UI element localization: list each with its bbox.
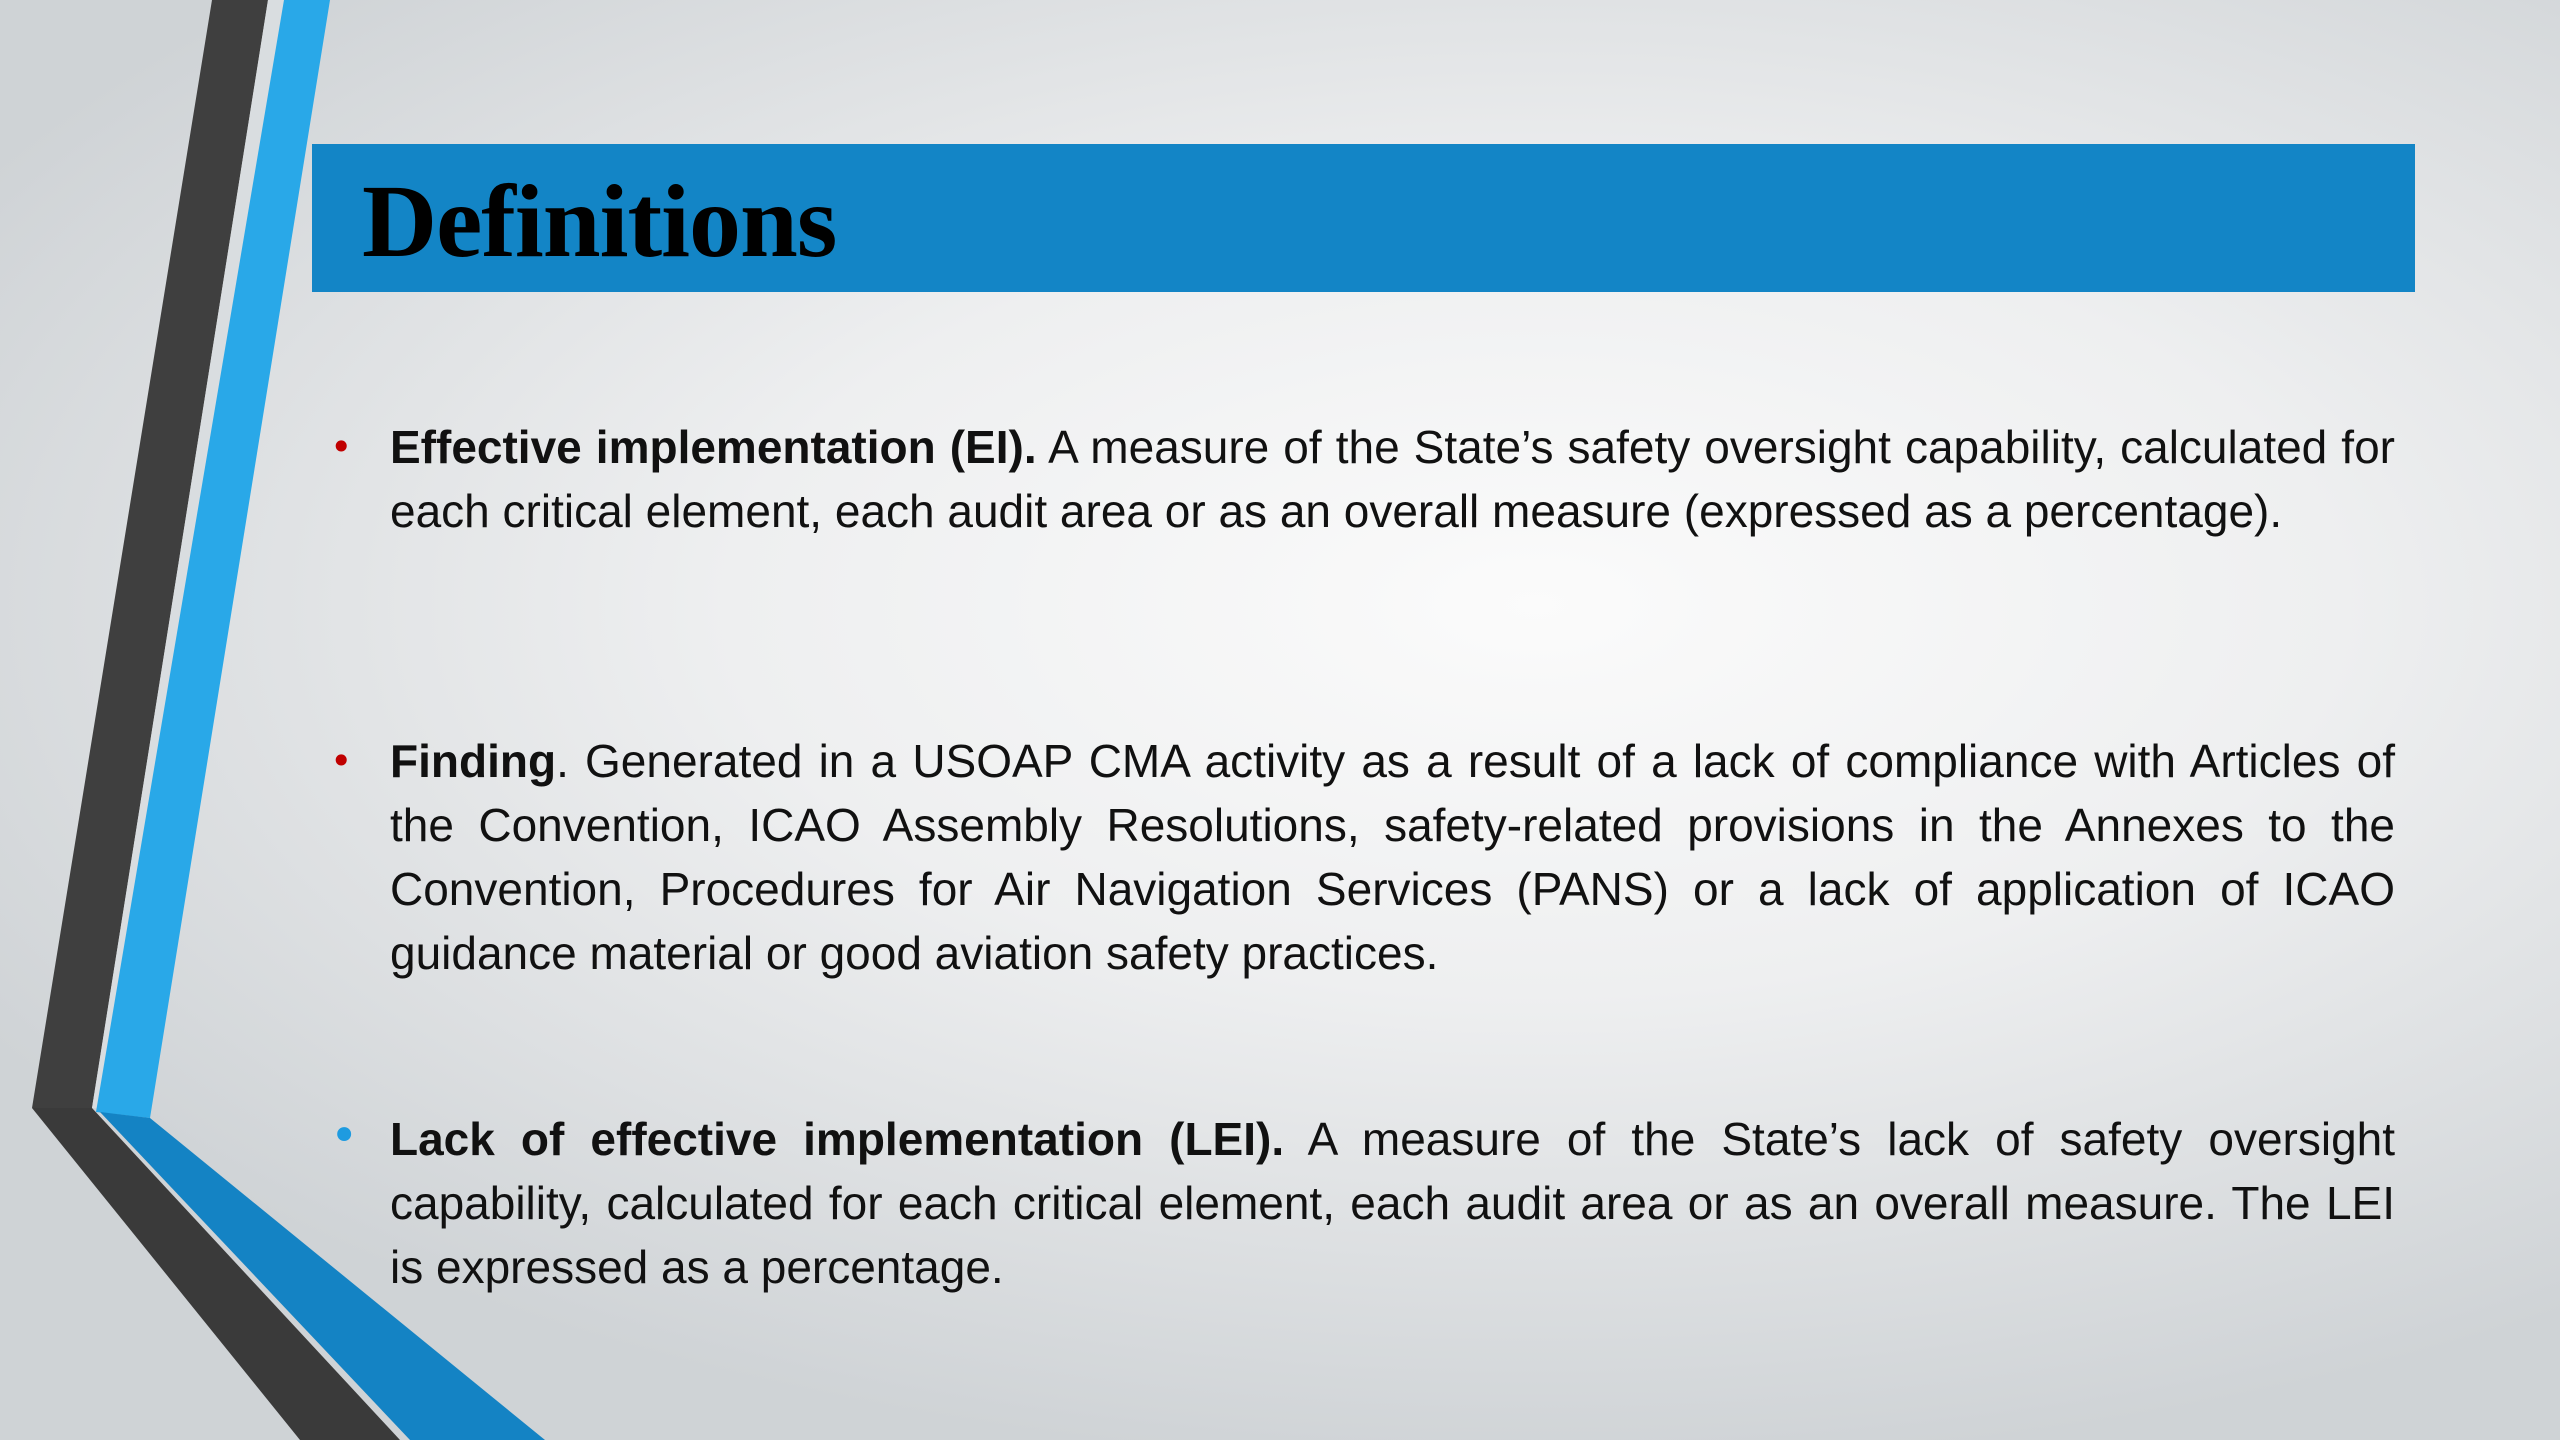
bullet-icon: •	[330, 1108, 359, 1164]
definition-term: Effective implementation (EI).	[390, 421, 1037, 473]
definition-term: Lack of effective implementation (LEI).	[390, 1113, 1285, 1165]
bullet-icon: •	[330, 739, 353, 783]
definition-item-lei	[330, 1107, 2395, 1299]
definition-item-finding	[330, 729, 2395, 985]
definition-item-ei	[330, 415, 2395, 543]
definition-body: A measure of the State’s lack of safety oversight capability, calculated for each critical element, each audit area or as an overall measure. The LEI is expressed as a percentage.	[390, 1113, 2396, 1293]
definition-body: . Generated in a USOAP CMA activity as a result of a lack of compliance with Articles of the Convention, ICAO Assembly Resolutions, safety-related provisions in the Annexes to the Convention, Procedures for Air Navigation Services (PANS) or a lack of application of ICAO guidance material or good aviation safety practices.	[390, 735, 2395, 979]
slide-title: Definitions	[362, 164, 837, 279]
definition-body: A measure of the State’s safety oversight capability, calculated for each critical element, each audit area or as an overall measure (expressed as a percentage).	[390, 421, 2395, 537]
definition-term: Finding	[390, 735, 557, 787]
bullet-icon: •	[330, 425, 353, 469]
title-bar	[312, 144, 2415, 292]
